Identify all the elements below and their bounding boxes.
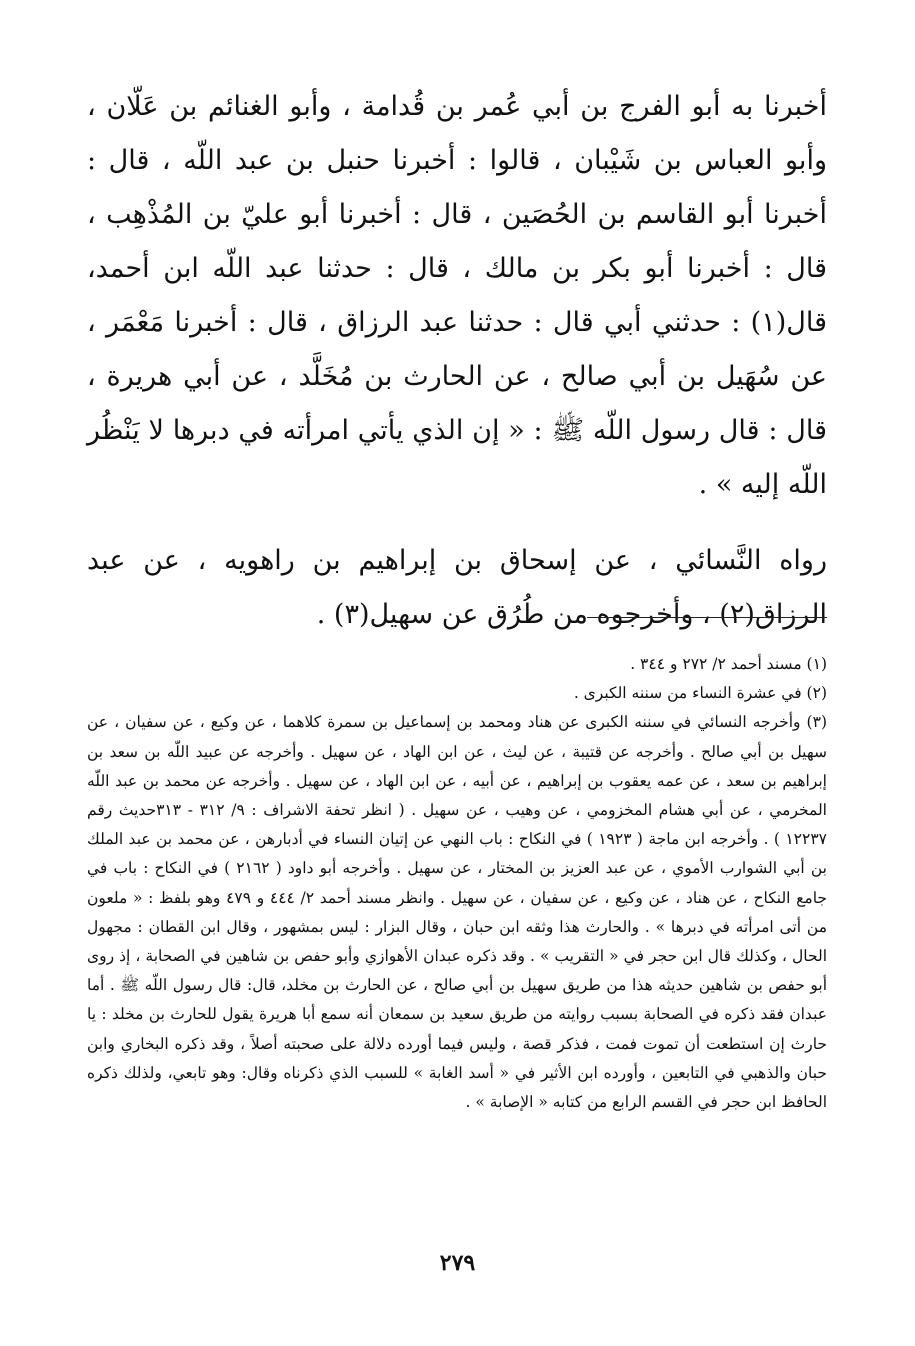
main-paragraph-takhrij: رواه النَّسائي ، عن إسحاق بن إبراهيم بن راهويه ، عن عبد الرزاق(٢) ، وأخرجوه من طُرُق عن سهيل(٣) . <box>87 545 827 630</box>
footnote-1: (١) مسند أحمد ٢/ ٢٧٢ و ٣٤٤ . <box>630 655 827 673</box>
footnote-3: (٣) وأخرجه النسائي في سننه الكبرى عن هناد ومحمد بن إسماعيل بن سمرة كلاهما ، عن وكيع ، عن سفيان ، عن سهيل بن أبي صالح . وأخرجه عن قتيبة ، عن ليث ، عن ابن الهاد ، عن سهيل . وأخرجه عن عبيد اللّه بن سعد بن إبراهيم بن سعد ، عن عمه يعقوب بن إبراهيم ، عن أبيه ، عن ابن الهاد ، عن سهيل . وأخرجه عن محمد بن عبد اللّه المخرمي ، عن أبي هشام المخزومي ، عن وهيب ، عن سهيل . ( انظر تحفة الاشراف : ٩/ ٣١٢ - ٣١٣حديث رقم ١٢٢٣٧ ) . وأخرجه ابن ماجة ( ١٩٢٣ ) في النكاح : باب النهي عن إتيان النساء في أدبارهن ، عن محمد بن عبد الملك بن أبي الشوارب الأموي ، عن عبد العزيز بن المختار ، عن سهيل . وأخرجه أبو داود ( ٢١٦٢ ) في النكاح : باب في جامع النكاح ، عن هناد ، عن وكيع ، عن سفيان ، عن سهيل . وانظر مسند أحمد ٢/ ٤٤٤ و ٤٧٩ وهو بلفظ : « ملعون من أتى امرأته في دبرها » . والحارث هذا وثقه ابن حبان ، وقال البزار : ليس بمشهور ، وقال ابن القطان : مجهول الحال ، وكذلك قال ابن حجر في « التقريب » . وقد ذكره عبدان الأهوازي وأبو حفص بن شاهين في الصحابة ، إذ روى أبو حفص بن شاهين حديثه هذا من طريق سهيل بن أبي صالح ، عن الحارث بن مخلد، قال: قال رسول اللّه ﷺ . أما عبدان فقد ذكره في الصحابة بسبب روايته من طريق سعيد بن سمعان أنه سمع أبا هريرة يقول للحارث بن مخلد : يا حارث إن استطعت أن تموت فمت ، فذكر قصة ، وليس فيما أورده دلالة على صحبته أصلاً ، وقد ذكره البخاري وابن حبان والذهبي في التابعين ، وأورده ابن الأثير في « أسد الغابة » للسبب الذي ذكرناه وقال: وهو تابعي، ولذلك ذكره الحافظ ابن حجر في القسم الرابع من كتابه « الإصابة » . <box>87 713 827 1112</box>
footnote-divider <box>587 617 827 618</box>
footnote-2: (٢) في عشرة النساء من سننه الكبرى . <box>573 684 827 703</box>
main-paragraph-hadith: أخبرنا به أبو الفرج بن أبي عُمر بن قُدامة ، وأبو الغنائم بن عَلّان ، وأبو العباس بن شَيْبان ، قالوا : أخبرنا حنبل بن عبد اللّه ، قال : أخبرنا أبو القاسم بن الحُصَين ، قال : أخبرنا أبو عليّ بن المُذْهِب ، قال : أخبرنا أبو بكر بن مالك ، قال : حدثنا عبد اللّه ابن أحمد، قال(١) : حدثني أبي قال : حدثنا عبد الرزاق ، قال : أخبرنا مَعْمَر ، عن سُهَيل بن أبي صالح ، عن الحارث بن مُخَلَّد ، عن أبي هريرة ، قال : قال رسول اللّه ﷺ : « إن الذي يأتي امرأته في دبرها لا يَنْظُر اللّه إليه » . <box>87 91 827 500</box>
page-number: ٢٧٩ <box>439 1250 476 1276</box>
main-text-block <box>87 80 827 642</box>
footnotes-block <box>87 650 827 1117</box>
